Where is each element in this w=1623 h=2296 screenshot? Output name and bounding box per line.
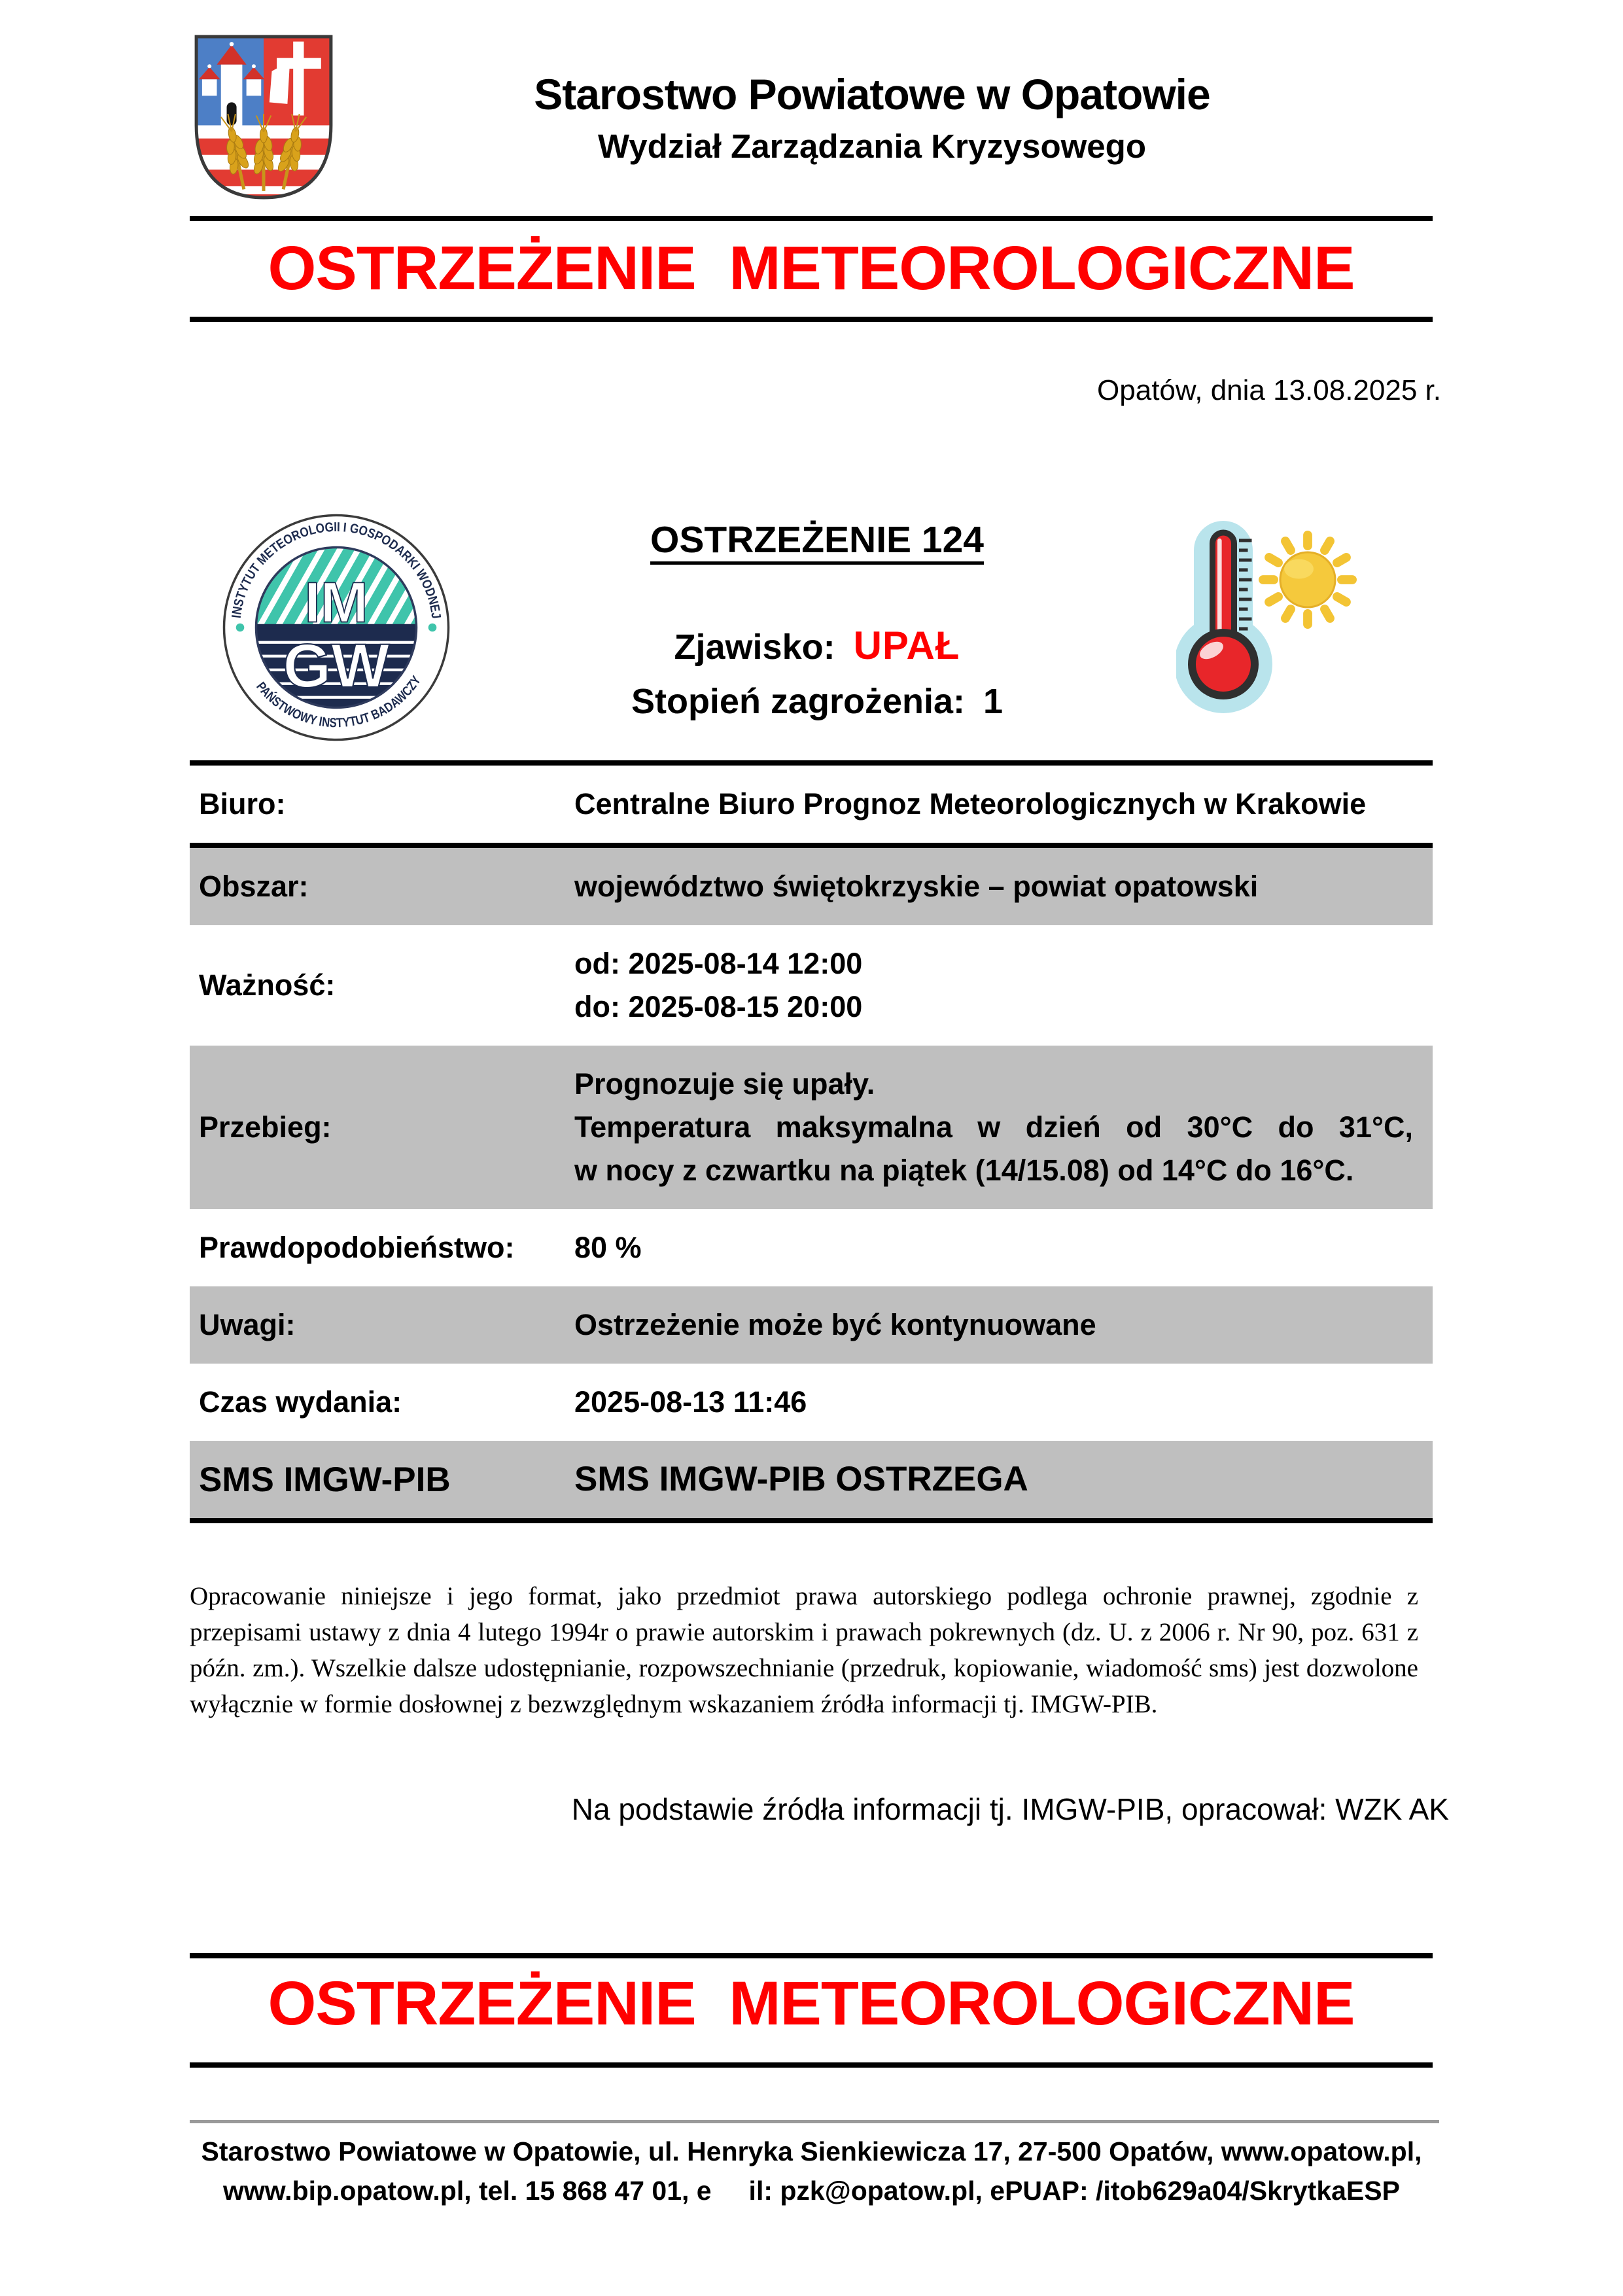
table-row [190,1046,1433,1209]
row-label: Obszar: [199,870,309,903]
row-value-line: w nocy z czwartku na piątek (14/15.08) od 14°C do 16°C. [574,1154,1354,1187]
row-value-line: Prognozuje się upały. [574,1067,875,1101]
source-attribution-line: Na podstawie źródła informacji tj. IMGW-PIB, opracował: WZK AK [571,1792,1449,1826]
row-label: SMS IMGW-PIB [199,1460,451,1499]
sun-icon [1259,531,1357,629]
row-label: Przebieg: [199,1110,332,1144]
row-value [574,865,1433,908]
table-row [190,925,1433,1046]
row-value [574,1381,1433,1424]
warning-info [591,518,1043,722]
table-row [190,766,1433,843]
thermometer-sun-icon [1176,509,1392,741]
row-value-line: do: 2025-08-15 20:00 [574,990,863,1023]
row-value [574,1458,1433,1501]
phenomenon-row [674,623,960,668]
imgw-ring-text-top: INSTYTUT METEOROLOGII I GOSPODARKI WODNEJ [229,520,444,621]
department-name: Wydział Zarządzania Kryzysowego [598,127,1146,165]
footer-contact [0,2132,1623,2210]
coat-of-arms-icon [190,30,338,204]
phenomenon-label: Zjawisko: [674,627,835,667]
row-value-line: województwo świętokrzyskie – powiat opatowski [574,870,1259,903]
row-value [574,1226,1433,1269]
table-row [190,1209,1433,1286]
divider-rule-bottom-banner-top [190,1953,1433,1958]
imgw-ring-text-bottom: PAŃSTWOWY INSTYTUT BADAWCZY [253,672,425,731]
divider-rule-bottom-banner-bottom [190,2062,1433,2068]
row-label: Prawdopodobieństwo: [199,1231,515,1264]
row-value-line: 80 % [574,1231,642,1264]
row-value [574,1303,1433,1347]
row-value-line: Centralne Biuro Prognoz Meteorologicznych w Krakowie [574,787,1367,821]
row-value [574,942,1433,1029]
warning-summary-row [190,509,1433,742]
row-label: Czas wydania: [199,1385,402,1419]
row-label: Biuro: [199,787,286,821]
date-line: Opatów, dnia 13.08.2025 r. [1097,374,1441,406]
imgw-monogram-im: IM [304,570,368,635]
row-value [574,783,1433,826]
row-value-line: SMS IMGW-PIB OSTRZEGA [574,1460,1028,1498]
row-value-line: Temperatura maksymalna w dzień od 30°C do 31°C, [574,1110,1413,1144]
header-titles [338,69,1433,166]
imgw-pib-logo-icon [215,513,458,742]
copyright-paragraph: Opracowanie niniejsze i jego format, jako przedmiot prawa autorskiego podlega ochronie prawnej, zgodnie z przepisami ustawy z dnia 4 lutego 1994r o prawie autorskim i prawach pokrewnych (dz. U. z 2006 r. Nr 90, poz. 631 z późn. zm.). Wszelkie dalsze udostępnianie, rozpowszechnianie (przedruk, kopiowanie, wiadomość sms) jest dozwolone wyłącznie w formie dosłownej z bezwzględnym wskazaniem źródła informacji tj. IMGW-PIB. [190,1582,1418,1718]
warning-banner-top: OSTRZEŻENIE METEOROLOGICZNE [268,234,1355,303]
table-row [190,1364,1433,1441]
threat-level-row [631,681,1003,722]
row-value-line: 2025-08-13 11:46 [574,1385,807,1419]
imgw-monogram-gw: GW [283,631,390,701]
row-value-line: od: 2025-08-14 12:00 [574,947,863,980]
row-label: Ważność: [199,968,336,1002]
table-row [190,843,1433,925]
table-row [190,1286,1433,1364]
footer-divider-rule [190,2120,1439,2123]
threat-level-value: 1 [983,682,1003,721]
warning-banner-bottom: OSTRZEŻENIE METEOROLOGICZNE [268,1969,1355,2038]
divider-rule-banner [190,317,1433,322]
footer-line-1: Starostwo Powiatowe w Opatowie, ul. Henryka Sienkiewicza 17, 27-500 Opatów, www.opatow.pl, [201,2136,1422,2166]
document-header [190,30,1433,204]
phenomenon-value: UPAŁ [853,624,960,667]
threat-level-label: Stopień zagrożenia: [631,682,965,721]
organization-name: Starostwo Powiatowe w Opatowie [534,69,1210,118]
row-label: Uwagi: [199,1308,296,1341]
table-row [190,1441,1433,1518]
details-table [190,760,1433,1523]
row-value [574,1063,1433,1192]
footer-line-2: www.bip.opatow.pl, tel. 15 868 47 01, e il: pzk@opatow.pl, ePUAP: /itob629a04/SkrytkaESP [223,2176,1400,2206]
row-value-line: Ostrzeżenie może być kontynuowane [574,1308,1096,1341]
warning-number-title: OSTRZEŻENIE 124 [650,519,984,561]
divider-rule-header [190,216,1433,221]
